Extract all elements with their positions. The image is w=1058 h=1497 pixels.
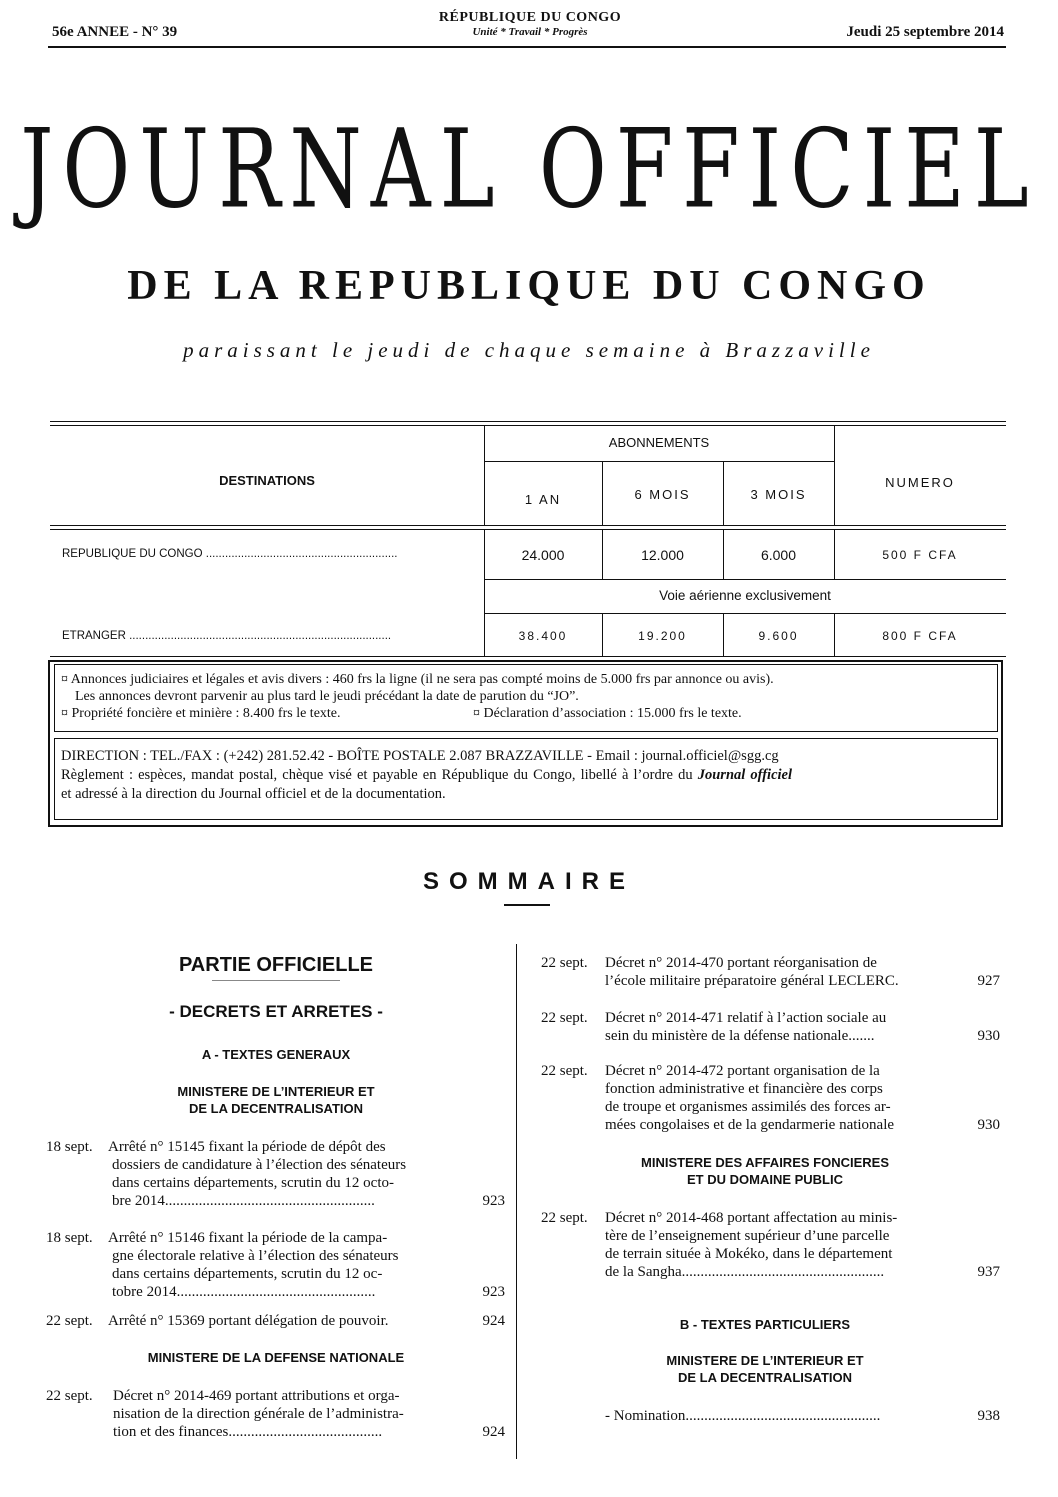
ministere-interieur-heading: MINISTERE DE L’INTERIEUR ET [177,1084,375,1099]
republic-name: RÉPUBLIQUE DU CONGO [438,10,622,25]
entry-text-line: dossiers de candidature à l’élection des sénateurs [112,1157,407,1173]
ministere-interieur-heading-2: DE LA DECENTRALISATION [188,1101,364,1116]
ministere-defense-heading: MINISTERE DE LA DEFENSE NATIONALE [147,1350,405,1365]
entry-page: 930 [977,1028,1000,1044]
journal-tagline: paraissant le jeudi de chaque semaine à Brazzaville [183,338,875,362]
row-etranger-numero: 800 F CFA [882,629,958,643]
entry-date: 22 sept. [46,1313,93,1329]
textes-generaux-heading: A - TEXTES GENERAUX [201,1047,351,1062]
entry-page: 937 [977,1264,1000,1280]
entry-page: 923 [482,1284,505,1300]
entry-text-line: dans certains départements, scrutin du 12 octo- [112,1175,394,1191]
entry-page: 924 [482,1424,505,1440]
ministere-foncieres-heading: MINISTERE DES AFFAIRES FONCIERES [641,1155,889,1170]
ministere-foncieres-heading-2: ET DU DOMAINE PUBLIC [687,1172,843,1187]
header-1an: 1 AN [524,492,562,507]
entry-text-line: l’école militaire préparatoire général LECLERC. [605,973,899,989]
journal-title: JOURNAL OFFICIEL [20,106,1038,233]
entry-text-line: Arrêté n° 15145 fixant la période de dépôt des [108,1139,386,1155]
table-rule [50,421,1006,422]
entry-date: 18 sept. [46,1230,93,1246]
nomination-text: - Nomination.................................................... [605,1408,881,1424]
row-etranger-3mois: 9.600 [758,629,799,643]
entry-text-line: de la Sangha...................................................... [605,1264,885,1280]
pricing-notice [54,664,998,732]
ministere-interieur-2-heading: MINISTERE DE L’INTERIEUR ET [666,1353,864,1368]
entry-date: 22 sept. [541,955,588,971]
header-abonnements: ABONNEMENTS [608,435,710,450]
entry-text-line: de terrain située à Mokéko, dans le département [605,1246,893,1262]
table-rule [484,461,834,462]
direction-line: DIRECTION : TEL./FAX : (+242) 281.52.42 - BOÎTE POSTALE 2.087 BRAZZAVILLE - Email : journal.officiel@sgg.cg [61,748,779,764]
toc-entry [541,1009,1000,1045]
republic-header [380,10,680,38]
partie-underline [212,980,340,981]
decrets-arretes-heading: - DECRETS ET ARRETES - [169,1002,383,1021]
row-etranger-1an: 38.400 [518,629,568,643]
entry-text-line: Arrêté n° 15146 fixant la période de la campa- [108,1230,388,1246]
toc-entry [46,1138,505,1210]
row-etranger-label: ETRANGER .................................................................................. [62,630,392,642]
entry-text-line: tère de l’enseignement supérieur d’une parcelle [605,1228,890,1244]
entry-date: 22 sept. [46,1388,93,1404]
entry-text-line: dans certains départements, scrutin du 12 oc- [112,1266,383,1282]
nomination-entry [605,1407,1000,1425]
entry-text-line: fonction administrative et financière des corps [605,1081,883,1097]
textes-particuliers-heading: B - TEXTES PARTICULIERS [679,1317,851,1332]
header-numero: NUMERO [885,475,955,490]
direction-notice [54,738,998,820]
entry-text-line: gne électorale relative à l’élection des sénateurs [112,1248,399,1264]
notice-line: ¤ Propriété foncière et minière : 8.400 frs le texte. [61,706,341,721]
row-congo-1an: 24.000 [521,547,565,563]
direction-line: Règlement : espèces, mandat postal, chèque visé et payable en République du Congo, libellé à l’ordre du [61,767,698,783]
entry-date: 18 sept. [46,1139,93,1155]
header-3mois: 3 MOIS [750,487,807,502]
partie-officielle: PARTIE OFFICIELLE [178,954,374,976]
entry-text-line: Décret n° 2014-470 portant réorganisation de [605,955,877,971]
entry-text-line: de troupe et organismes assimilés des forces ar- [605,1099,891,1115]
sommaire-underline [504,904,550,906]
entry-text-line: Décret n° 2014-471 relatif à l’action sociale au [605,1010,887,1026]
direction-line: et adressé à la direction du Journal officiel et de la documentation. [61,786,446,802]
row-congo-3mois: 6.000 [760,547,797,563]
toc-entry [541,1062,1000,1134]
table-rule [50,656,1006,657]
entry-text-line: mées congolaises et de la gendarmerie nationale [605,1117,895,1133]
entry-date: 22 sept. [541,1063,588,1079]
entry-text-line: Décret n° 2014-468 portant affectation au minis- [605,1210,898,1226]
republic-motto: Unité * Travail * Progrès [472,26,588,38]
voie-aerienne: Voie aérienne exclusivement [659,588,831,603]
toc-entry [46,1229,505,1301]
ministere-interieur-2-heading-2: DE LA DECENTRALISATION [677,1370,853,1385]
toc-entry [46,1387,505,1441]
row-congo-6mois: 12.000 [641,547,684,563]
column-divider [516,944,517,1459]
notice-line: ¤ Déclaration d’association : 15.000 frs le texte. [473,706,742,721]
entry-text-line: bre 2014........................................................ [112,1193,375,1209]
entry-text-line: nisation de la direction générale de l’administra- [113,1406,404,1422]
entry-text-line: Décret n° 2014-472 portant organisation de la [605,1063,880,1079]
toc-entry [541,954,1000,990]
journal-subtitle: DE LA REPUBLIQUE DU CONGO [127,263,931,309]
entry-text-line: tobre 2014..................................................... [112,1284,376,1300]
toc-entry [541,1209,1000,1281]
entry-text-line: sein du ministère de la défense nationale....... [605,1028,875,1044]
issue-date: Jeudi 25 septembre 2014 [846,24,1004,40]
nomination-page: 938 [977,1408,1000,1424]
entry-text-line: Arrêté n° 15369 portant délégation de pouvoir. [108,1313,389,1329]
entry-page: 927 [977,973,1000,989]
table-rule [50,525,1006,526]
entry-date: 22 sept. [541,1010,588,1026]
row-etranger-6mois: 19.200 [638,629,687,643]
entry-page: 923 [482,1193,505,1209]
sommaire-title: SOMMAIRE [423,868,635,895]
toc-entry [46,1312,505,1330]
entry-page: 930 [977,1117,1000,1133]
notice-line: Les annonces devront parvenir au plus tard le jeudi précédant la date de parution du “JO”. [75,689,579,704]
table-rule [50,425,1006,426]
entry-text-line: tion et des finances......................................... [113,1424,383,1440]
table-rule [484,579,1006,580]
issue-number: 56e ANNEE - N° 39 [52,24,178,40]
header-divider [48,46,1006,48]
notice-line: ¤ Annonces judiciaires et légales et avis divers : 460 frs la ligne (il ne sera pas compté moins de 5.000 frs par annonce ou avis). [61,672,774,687]
row-congo-numero: 500 F CFA [882,548,958,562]
journal-officiel-emphasis: Journal officiel [697,767,793,783]
table-rule [484,613,1006,614]
entry-page: 924 [482,1313,505,1329]
row-congo-label: REPUBLIQUE DU CONGO ............................................................ [62,548,398,560]
table-rule [50,529,1006,530]
header-destinations: DESTINATIONS [219,473,315,488]
entry-date: 22 sept. [541,1210,588,1226]
header-6mois: 6 MOIS [634,487,691,502]
entry-text-line: Décret n° 2014-469 portant attributions et orga- [113,1388,400,1404]
